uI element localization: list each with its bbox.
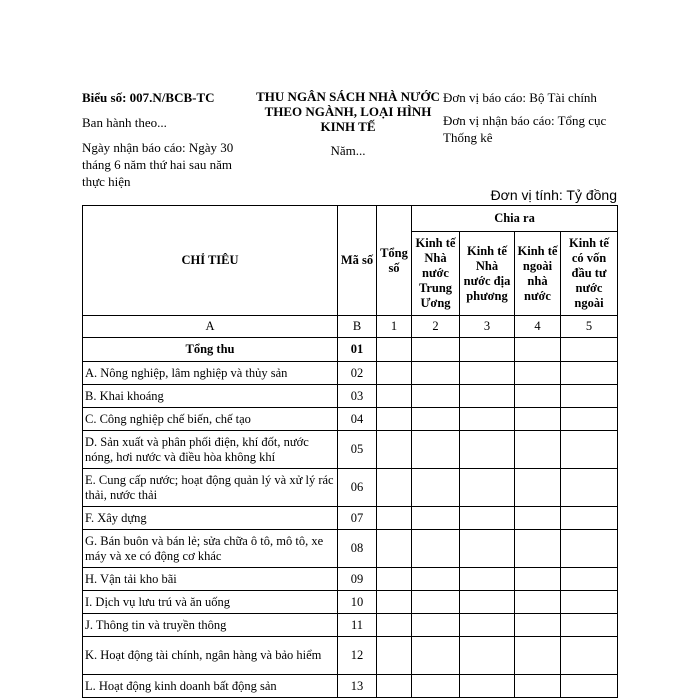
value-cell[interactable] (412, 507, 460, 530)
row-code: 09 (338, 568, 377, 591)
value-cell[interactable] (412, 675, 460, 698)
table-row (83, 431, 618, 469)
value-cell[interactable] (460, 591, 515, 614)
value-cell[interactable] (377, 568, 412, 591)
value-cell[interactable] (561, 469, 618, 507)
value-cell[interactable] (460, 637, 515, 675)
row-indicator: C. Công nghiệp chế biến, chế tạo (83, 408, 338, 431)
table-row (83, 614, 618, 637)
value-cell[interactable] (561, 362, 618, 385)
value-cell[interactable] (561, 338, 618, 362)
table-row (83, 362, 618, 385)
issued-by: Ban hành theo... (82, 115, 167, 130)
row-indicator: L. Hoạt động kinh doanh bất động sản (83, 675, 338, 698)
col-local-state: Kinh tế Nhà nước địa phương (460, 232, 515, 316)
value-cell[interactable] (515, 431, 561, 469)
value-cell[interactable] (561, 530, 618, 568)
value-cell[interactable] (377, 530, 412, 568)
reporting-unit: Đơn vị báo cáo: Bộ Tài chính (443, 90, 597, 105)
report-title: THU NGÂN SÁCH NHÀ NƯỚC THEO NGÀNH, LOẠI HÌNH KINH TẾ (256, 89, 440, 134)
value-cell[interactable] (460, 362, 515, 385)
row-indicator: K. Hoạt động tài chính, ngân hàng và bảo hiểm (83, 637, 338, 675)
value-cell[interactable] (377, 385, 412, 408)
report-body (83, 338, 618, 698)
value-cell[interactable] (377, 338, 412, 362)
row-code: 03 (338, 385, 377, 408)
row-code: 06 (338, 469, 377, 507)
col-non-state: Kinh tế ngoài nhà nước (515, 232, 561, 316)
table-row (83, 591, 618, 614)
value-cell[interactable] (460, 408, 515, 431)
value-cell[interactable] (515, 338, 561, 362)
row-code: 01 (338, 338, 377, 362)
value-cell[interactable] (460, 469, 515, 507)
value-cell[interactable] (561, 431, 618, 469)
row-indicator: F. Xây dựng (83, 507, 338, 530)
value-cell[interactable] (561, 614, 618, 637)
value-cell[interactable] (561, 637, 618, 675)
table-row (83, 530, 618, 568)
table-row (83, 507, 618, 530)
row-code: 04 (338, 408, 377, 431)
value-cell[interactable] (377, 637, 412, 675)
index-cell: 3 (460, 316, 515, 338)
value-cell[interactable] (515, 530, 561, 568)
col-fdi: Kinh tế có vốn đầu tư nước ngoài (561, 232, 618, 316)
report-year: Năm... (330, 143, 366, 158)
value-cell[interactable] (515, 362, 561, 385)
index-cell: B (338, 316, 377, 338)
value-cell[interactable] (561, 507, 618, 530)
value-cell[interactable] (561, 591, 618, 614)
table-row (83, 385, 618, 408)
row-code: 11 (338, 614, 377, 637)
form-code: Biểu số: 007.N/BCB-TC (82, 90, 215, 105)
receiving-unit: Đơn vị nhận báo cáo: Tổng cục Thống kê (443, 113, 607, 145)
col-total: Tổng số (377, 206, 412, 316)
value-cell[interactable] (515, 637, 561, 675)
row-code: 02 (338, 362, 377, 385)
value-cell[interactable] (412, 362, 460, 385)
header-center (253, 89, 443, 159)
row-code: 13 (338, 675, 377, 698)
row-indicator: D. Sản xuất và phân phối điện, khí đốt, nước nóng, hơi nước và điều hòa không khí (83, 431, 338, 469)
index-cell: 2 (412, 316, 460, 338)
row-indicator: J. Thông tin và truyền thông (83, 614, 338, 637)
value-cell[interactable] (460, 431, 515, 469)
row-indicator: B. Khai khoáng (83, 385, 338, 408)
table-row (83, 469, 618, 507)
row-indicator: Tổng thu (83, 338, 338, 362)
value-cell[interactable] (561, 408, 618, 431)
row-indicator: G. Bán buôn và bán lẻ; sửa chữa ô tô, mô tô, xe máy và xe có động cơ khác (83, 530, 338, 568)
value-cell[interactable] (377, 469, 412, 507)
index-cell: A (83, 316, 338, 338)
value-cell[interactable] (412, 591, 460, 614)
value-cell[interactable] (515, 408, 561, 431)
value-cell[interactable] (515, 614, 561, 637)
value-cell[interactable] (377, 431, 412, 469)
header-left (82, 89, 257, 198)
row-code: 10 (338, 591, 377, 614)
col-breakdown: Chia ra (412, 206, 618, 232)
row-indicator: E. Cung cấp nước; hoạt động quản lý và xử lý rác thải, nước thải (83, 469, 338, 507)
receive-date: Ngày nhận báo cáo: Ngày 30 tháng 6 năm thứ hai sau năm thực hiện (82, 140, 234, 189)
value-cell[interactable] (377, 362, 412, 385)
value-cell[interactable] (460, 530, 515, 568)
index-cell: 5 (561, 316, 618, 338)
value-cell[interactable] (412, 469, 460, 507)
value-cell[interactable] (377, 507, 412, 530)
value-cell[interactable] (377, 614, 412, 637)
value-cell[interactable] (515, 507, 561, 530)
table-row (83, 338, 618, 362)
row-code: 07 (338, 507, 377, 530)
value-cell[interactable] (412, 431, 460, 469)
value-cell[interactable] (460, 614, 515, 637)
value-cell[interactable] (377, 591, 412, 614)
value-cell[interactable] (460, 675, 515, 698)
row-indicator: I. Dịch vụ lưu trú và ăn uống (83, 591, 338, 614)
value-cell[interactable] (412, 614, 460, 637)
value-cell[interactable] (460, 338, 515, 362)
value-cell[interactable] (412, 385, 460, 408)
row-indicator: A. Nông nghiệp, lâm nghiệp và thủy sản (83, 362, 338, 385)
table-row (83, 637, 618, 675)
value-cell[interactable] (412, 408, 460, 431)
value-cell[interactable] (412, 637, 460, 675)
col-code: Mã số (338, 206, 377, 316)
row-code: 08 (338, 530, 377, 568)
value-cell[interactable] (377, 675, 412, 698)
col-indicator: CHỈ TIÊU (83, 206, 338, 316)
value-cell[interactable] (412, 530, 460, 568)
value-cell[interactable] (460, 507, 515, 530)
value-cell[interactable] (412, 338, 460, 362)
row-indicator: H. Vận tải kho bãi (83, 568, 338, 591)
table-row (83, 408, 618, 431)
col-central-state: Kinh tế Nhà nước Trung Ương (412, 232, 460, 316)
value-cell[interactable] (460, 385, 515, 408)
index-cell: 4 (515, 316, 561, 338)
unit-label: Đơn vị tính: Tỷ đồng (490, 187, 617, 203)
value-cell[interactable] (515, 591, 561, 614)
value-cell[interactable] (515, 568, 561, 591)
table-row (83, 568, 618, 591)
index-row (83, 316, 618, 338)
report-table (82, 205, 618, 698)
row-code: 12 (338, 637, 377, 675)
value-cell[interactable] (460, 568, 515, 591)
value-cell[interactable] (561, 568, 618, 591)
value-cell[interactable] (515, 385, 561, 408)
value-cell[interactable] (377, 408, 412, 431)
value-cell[interactable] (515, 675, 561, 698)
header-right (443, 89, 628, 152)
row-code: 05 (338, 431, 377, 469)
value-cell[interactable] (561, 675, 618, 698)
value-cell[interactable] (561, 385, 618, 408)
value-cell[interactable] (515, 469, 561, 507)
value-cell[interactable] (412, 568, 460, 591)
table-row (83, 675, 618, 698)
index-cell: 1 (377, 316, 412, 338)
